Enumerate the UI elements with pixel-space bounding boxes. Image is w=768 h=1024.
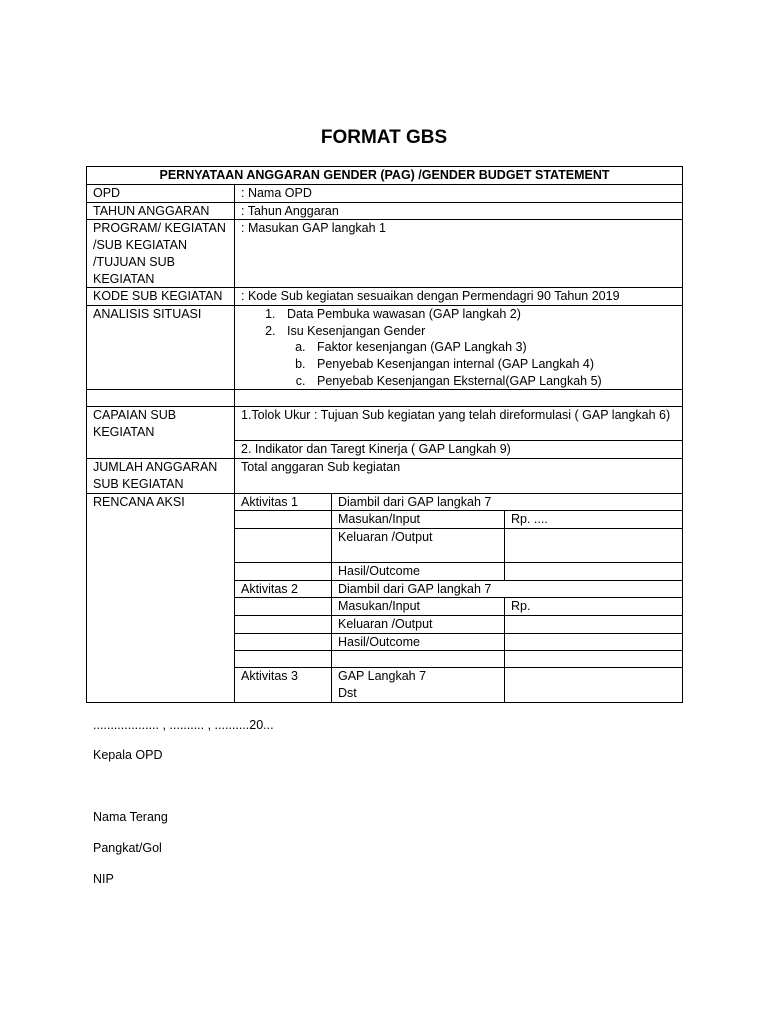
akt2-hasil: Hasil/Outcome bbox=[332, 633, 505, 651]
empty-cell bbox=[505, 668, 683, 702]
analisis-sub-a: a. Faktor kesenjangan (GAP Langkah 3) bbox=[309, 339, 676, 356]
empty-cell bbox=[505, 651, 683, 668]
akt2-rp: Rp. bbox=[505, 598, 683, 616]
akt1-masukan: Masukan/Input bbox=[332, 511, 505, 529]
kode-label: KODE SUB KEGIATAN bbox=[87, 288, 235, 306]
page-title: FORMAT GBS bbox=[320, 127, 448, 148]
capaian-label: CAPAIAN SUB KEGIATAN bbox=[87, 407, 235, 459]
gbs-table bbox=[86, 166, 683, 703]
nip: NIP bbox=[93, 872, 114, 886]
analisis-value bbox=[235, 305, 683, 390]
akt3-desc-2: Dst bbox=[338, 686, 357, 701]
analisis-label: ANALISIS SITUASI bbox=[87, 305, 235, 390]
akt1-hasil: Hasil/Outcome bbox=[332, 562, 505, 580]
pangkat-gol: Pangkat/Gol bbox=[93, 841, 162, 855]
empty-cell bbox=[235, 511, 332, 529]
opd-label: OPD bbox=[87, 185, 235, 203]
tahun-value: : Tahun Anggaran bbox=[235, 202, 683, 220]
empty-cell bbox=[87, 390, 235, 407]
aktivitas-3: Aktivitas 3 bbox=[235, 668, 332, 702]
rencana-label: RENCANA AKSI bbox=[87, 493, 235, 702]
empty-cell bbox=[505, 616, 683, 634]
kode-value: : Kode Sub kegiatan sesuaikan dengan Permendagri 90 Tahun 2019 bbox=[235, 288, 683, 306]
capaian-item-1: 1.Tolok Ukur : Tujuan Sub kegiatan yang telah direformulasi ( GAP langkah 6) bbox=[235, 407, 683, 441]
aktivitas-1-desc: Diambil dari GAP langkah 7 bbox=[332, 493, 683, 511]
empty-cell bbox=[332, 651, 505, 668]
akt2-keluaran: Keluaran /Output bbox=[332, 616, 505, 634]
place-date: ................... , .......... , ..........20... bbox=[93, 718, 274, 732]
aktivitas-3-desc bbox=[332, 668, 505, 702]
tahun-label: TAHUN ANGGARAN bbox=[87, 202, 235, 220]
analisis-sub-b: b. Penyebab Kesenjangan internal (GAP Langkah 4) bbox=[309, 356, 676, 373]
program-label: PROGRAM/ KEGIATAN /SUB KEGIATAN /TUJUAN SUB KEGIATAN bbox=[87, 220, 235, 288]
analisis-item-1: 1. Data Pembuka wawasan (GAP langkah 2) bbox=[279, 306, 676, 323]
empty-cell bbox=[235, 528, 332, 562]
empty-cell bbox=[505, 562, 683, 580]
akt1-keluaran: Keluaran /Output bbox=[332, 528, 505, 562]
empty-cell bbox=[235, 562, 332, 580]
kepala-opd: Kepala OPD bbox=[93, 748, 163, 762]
empty-cell bbox=[235, 390, 683, 407]
akt2-masukan: Masukan/Input bbox=[332, 598, 505, 616]
empty-cell bbox=[235, 616, 332, 634]
analisis-item-2-text: Isu Kesenjangan Gender bbox=[287, 323, 426, 338]
analisis-item-2 bbox=[279, 323, 676, 390]
jumlah-value: Total anggaran Sub kegiatan bbox=[235, 459, 683, 493]
opd-value: : Nama OPD bbox=[235, 185, 683, 203]
empty-cell bbox=[235, 598, 332, 616]
aktivitas-2: Aktivitas 2 bbox=[235, 580, 332, 598]
empty-cell bbox=[235, 651, 332, 668]
program-value: : Masukan GAP langkah 1 bbox=[235, 220, 683, 288]
akt1-rp: Rp. .... bbox=[505, 511, 683, 529]
empty-cell bbox=[505, 633, 683, 651]
empty-cell bbox=[235, 633, 332, 651]
jumlah-label: JUMLAH ANGGARAN SUB KEGIATAN bbox=[87, 459, 235, 493]
table-header: PERNYATAAN ANGGARAN GENDER (PAG) /GENDER BUDGET STATEMENT bbox=[87, 167, 683, 185]
akt3-desc-1: GAP Langkah 7 bbox=[338, 669, 427, 684]
analisis-sub-c: c. Penyebab Kesenjangan Eksternal(GAP Langkah 5) bbox=[309, 373, 676, 390]
capaian-item-2: 2. Indikator dan Taregt Kinerja ( GAP Langkah 9) bbox=[235, 441, 683, 459]
aktivitas-2-desc: Diambil dari GAP langkah 7 bbox=[332, 580, 683, 598]
empty-cell bbox=[505, 528, 683, 562]
aktivitas-1: Aktivitas 1 bbox=[235, 493, 332, 511]
nama-terang: Nama Terang bbox=[93, 810, 168, 824]
